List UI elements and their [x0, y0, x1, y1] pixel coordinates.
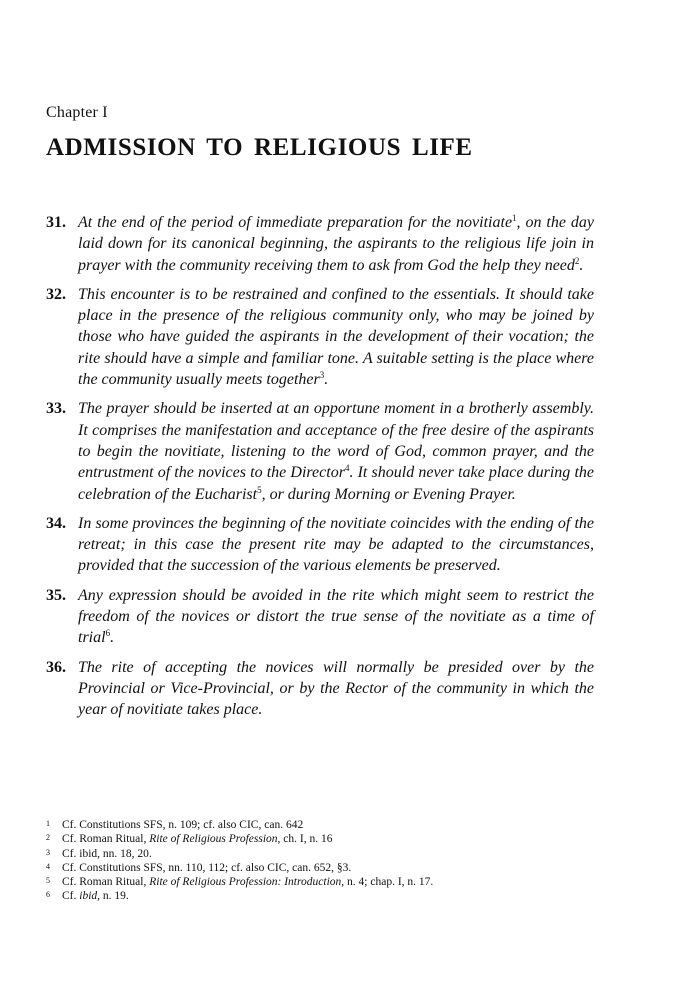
paragraph-text — [78, 513, 594, 577]
paragraph-number: 32. — [46, 285, 66, 303]
text-run: At the end of the period of immediate preparation for the novitiate — [78, 214, 513, 231]
footnote-ref: 3 — [319, 370, 325, 381]
text-run: The rite of accepting the novices will normally be presided over by the Provincial or Vice-Provincial, or by the Rector of the community in which the year of novitiate takes place. — [78, 658, 594, 719]
footnote-ref: 2 — [574, 255, 580, 266]
footnote-ref: 1 — [512, 213, 517, 223]
numbered-paragraph — [46, 284, 594, 390]
paragraph-number: 33. — [46, 400, 66, 418]
text-run: . — [324, 371, 329, 389]
paragraph-text — [78, 284, 594, 390]
numbered-paragraph — [46, 585, 594, 649]
footnote — [46, 847, 606, 861]
footnotes — [46, 818, 606, 904]
footnote-number: 3 — [46, 847, 50, 857]
paragraph-number: 34. — [46, 514, 66, 532]
text-run: . — [579, 256, 584, 274]
numbered-paragraph — [46, 513, 594, 577]
paragraph-text — [78, 398, 594, 504]
footnote-ref: 5 — [257, 484, 262, 495]
italic-text: Rite of Religious Profession — [149, 833, 278, 846]
text-run: , on the day laid down for its canonical beginning, the aspirants to the religious life join in prayer with the community receiving them to ask from God the help they need — [78, 214, 594, 274]
text-run: . — [110, 629, 115, 647]
footnote-number: 4 — [46, 861, 50, 871]
text-run: Cf. Constitutions SFS, n. 109; cf. also CIC, can. 642 — [62, 819, 304, 831]
footnote — [46, 818, 606, 832]
text-run: , ch. I, n. 16 — [277, 833, 333, 846]
chapter-label: Chapter I — [46, 104, 108, 121]
footnote-number: 5 — [46, 876, 50, 886]
paragraph-number: 31. — [46, 214, 66, 231]
footnote — [46, 832, 606, 846]
paragraph-number: 36. — [46, 658, 66, 676]
text-run: Cf. Roman Ritual, — [62, 833, 150, 846]
chapter-title: ADMISSION TO RELIGIOUS LIFE — [46, 134, 473, 161]
text-run: , or during Morning or Evening Prayer. — [261, 485, 516, 503]
text-run: . It should never take place during the celebration of the Eucharist — [78, 464, 594, 503]
footnote-number: 1 — [46, 819, 50, 828]
text-run: In some provinces the beginning of the novitiate coincides with the ending of the retreat; in this case the present rite may be adapted to the circumstances, provided that the succession of the various elements be preserved. — [78, 514, 594, 575]
footnote-ref: 6 — [105, 628, 111, 639]
text-run: , n. 19. — [97, 890, 129, 903]
text-run: Cf. ibid, nn. 18, 20. — [62, 847, 152, 860]
italic-text: Rite of Religious Profession: Introduction — [149, 876, 342, 889]
paragraph-text — [78, 585, 594, 649]
text-run: Cf. Constitutions SFS, nn. 110, 112; cf. also CIC, can. 652, §3. — [62, 861, 352, 874]
footnote — [46, 889, 606, 903]
numbered-paragraph — [46, 657, 594, 721]
footnote-number: 6 — [46, 890, 50, 900]
numbered-paragraph — [46, 212, 594, 276]
text-run: Cf. — [62, 890, 80, 903]
footnote-number: 2 — [46, 833, 50, 843]
paragraph-number: 35. — [46, 586, 66, 604]
footnote — [46, 875, 606, 889]
text-run: The prayer should be inserted at an opportune moment in a brotherly assembly. It comprises the manifestation and acceptance of the free desire of the aspirants to begin the novitiate, listening to the word of God, common prayer, and the entrustment of the novices to the Director — [78, 400, 594, 482]
text-run: This encounter is to be restrained and confined to the essentials. It should take place in the presence of the religious community only, who may be joined by those who have guided the aspirants in the development of their vocation; the rite should have a simple and familiar tone. A suitable setting is the place where the community usually meets together — [78, 285, 594, 389]
text-run: Any expression should be avoided in the rite which might seem to restrict the freedom of the novices or distort the true sense of the novitiate as a time of trial — [78, 586, 594, 647]
paragraph-list — [46, 212, 594, 729]
paragraph-text — [78, 212, 594, 276]
italic-text: ibid — [79, 890, 98, 903]
text-run: , n. 4; chap. I, n. 17. — [341, 876, 434, 889]
footnote-ref: 4 — [344, 463, 350, 474]
footnote — [46, 861, 606, 875]
numbered-paragraph — [46, 398, 594, 504]
text-run: Cf. Roman Ritual, — [62, 876, 150, 889]
paragraph-text — [78, 657, 594, 721]
